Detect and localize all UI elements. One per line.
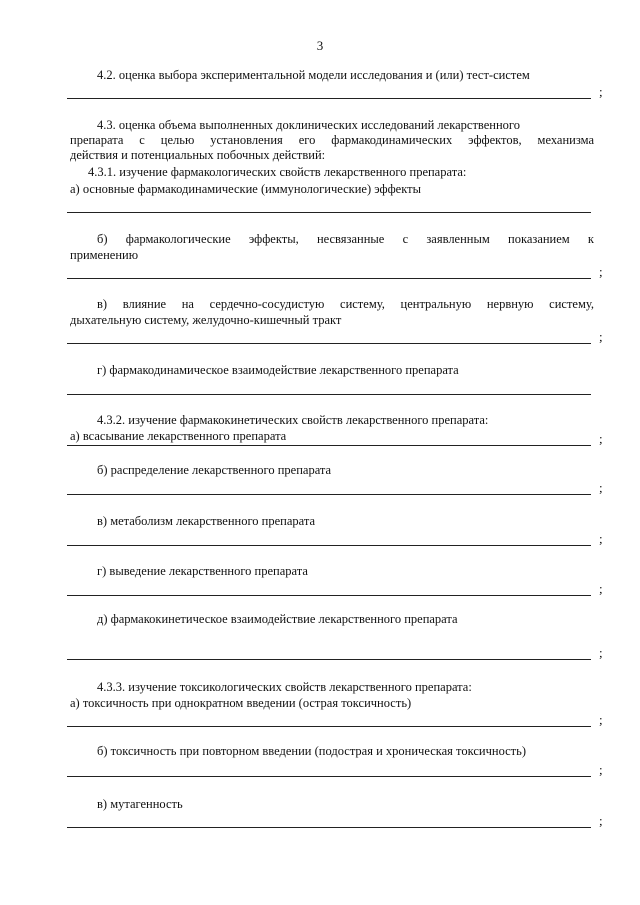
semicolon: ; (599, 581, 603, 596)
item-4-3-1-b-line-2: применению (70, 248, 139, 262)
answer-line (67, 726, 591, 727)
answer-line (67, 278, 591, 279)
semicolon: ; (599, 431, 603, 446)
item-4-3-2-a: а) всасывание лекарственного препарата (70, 429, 287, 443)
semicolon: ; (599, 813, 603, 828)
semicolon: ; (599, 480, 603, 495)
item-4-3-2-d: д) фармакокинетическое взаимодействие лекарственного препарата (97, 612, 458, 626)
section-4-3-1: 4.3.1. изучение фармакологических свойств лекарственного препарата: (88, 165, 467, 179)
answer-line (67, 659, 591, 660)
item-4-3-2-v: в) метаболизм лекарственного препарата (97, 514, 316, 528)
answer-line (67, 827, 591, 828)
answer-line (67, 545, 591, 546)
answer-line (67, 212, 591, 213)
item-4-3-3-v: в) мутагенность (97, 797, 183, 811)
item-4-3-2-g: г) выведение лекарственного препарата (97, 564, 308, 578)
section-4-3-line-3: действия и потенциальных побочных действий: (70, 148, 326, 162)
answer-line (67, 595, 591, 596)
answer-line (67, 343, 591, 344)
semicolon: ; (599, 712, 603, 727)
item-4-3-1-g: г) фармакодинамическое взаимодействие лекарственного препарата (97, 363, 459, 377)
item-4-3-3-a: а) токсичность при однократном введении (острая токсичность) (70, 696, 412, 710)
section-4-3-line-2: препарата с целью установления его фармакодинамических эффектов, механизма (70, 133, 594, 147)
item-4-3-1-v-line-2: дыхательную систему, желудочно-кишечный тракт (70, 313, 342, 327)
answer-line (67, 394, 591, 395)
semicolon: ; (599, 84, 603, 99)
item-4-3-2-b: б) распределение лекарственного препарата (97, 463, 332, 477)
page-number: 3 (316, 38, 324, 53)
semicolon: ; (599, 531, 603, 546)
semicolon: ; (599, 264, 603, 279)
section-4-3-3: 4.3.3. изучение токсикологических свойств лекарственного препарата: (97, 680, 472, 694)
answer-line (67, 445, 591, 446)
item-4-3-1-b-line-1: б) фармакологические эффекты, несвязанные с заявленным показанием к (97, 232, 594, 246)
section-4-2: 4.2. оценка выбора экспериментальной модели исследования и (или) тест-систем (97, 68, 530, 82)
section-4-3-line-1: 4.3. оценка объема выполненных доклинических исследований лекарственного (97, 118, 520, 132)
section-4-3-2: 4.3.2. изучение фармакокинетических свойств лекарственного препарата: (97, 413, 489, 427)
item-4-3-1-a: а) основные фармакодинамические (иммунологические) эффекты (70, 182, 422, 196)
item-4-3-3-b: б) токсичность при повторном введении (подострая и хроническая токсичность) (97, 744, 527, 758)
semicolon: ; (599, 329, 603, 344)
answer-line (67, 776, 591, 777)
semicolon: ; (599, 762, 603, 777)
item-4-3-1-v-line-1: в) влияние на сердечно-сосудистую систему, центральную нервную систему, (97, 297, 594, 311)
semicolon: ; (599, 645, 603, 660)
answer-line (67, 494, 591, 495)
answer-line (67, 98, 591, 99)
